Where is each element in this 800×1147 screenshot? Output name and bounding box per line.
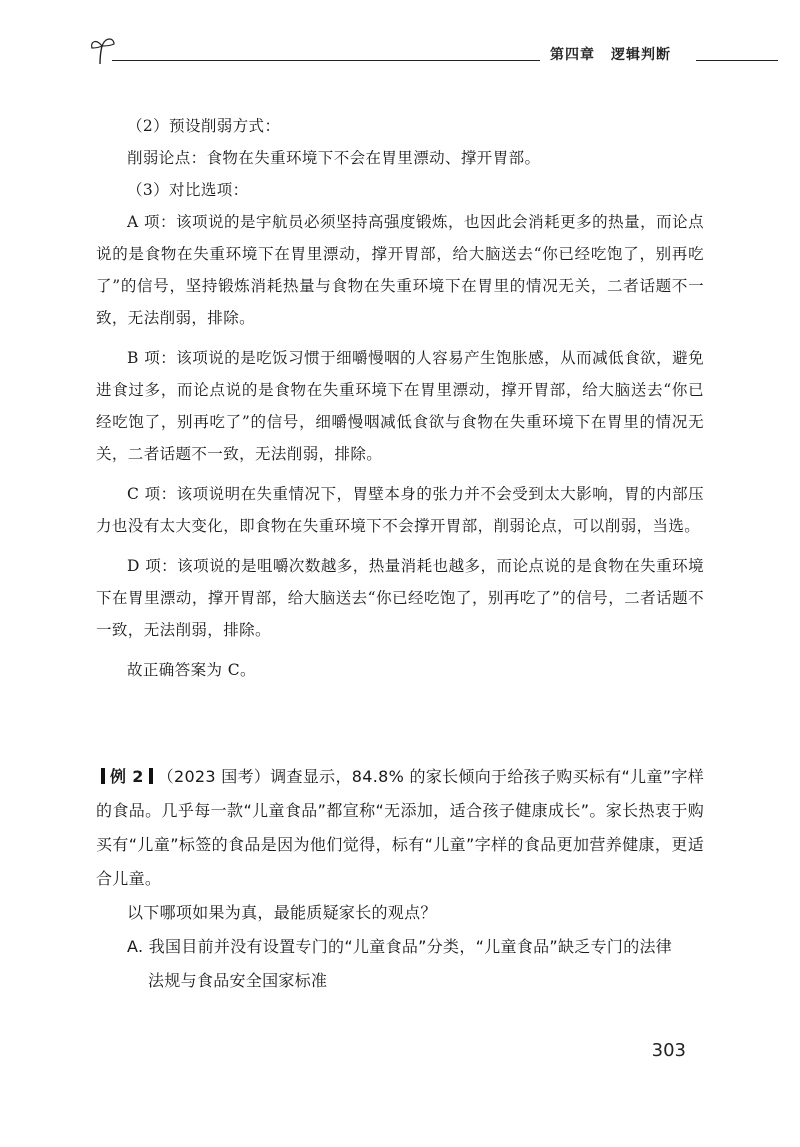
example-question — [96, 760, 704, 998]
example-stem — [96, 760, 704, 896]
chapter-number: 第四章 — [550, 47, 595, 63]
chapter-title: 逻辑判断 — [611, 47, 671, 63]
step-2-heading: （2）预设削弱方式： — [127, 117, 281, 135]
option-a-analysis: A 项：该项说的是宇航员必须坚持高强度锻炼，也因此会消耗更多的热量，而论点说的是食物在失重环境下在胃里漂动，撑开胃部，给大脑送去“你已经吃饱了，别再吃了”的信号，坚持锻炼消耗热量与食物在失重环境下在胃里的情况无关，二者话题不一致，无法削弱，排除。 — [96, 213, 704, 327]
option-b-analysis: B 项：该项说的是吃饭习惯于细嚼慢咽的人容易产生饱胀感，从而减低食欲，避免进食过多，而论点说的是食物在失重环境下在胃里漂动，撑开胃部，给大脑送去“你已经吃饱了，别再吃了”的信号，细嚼慢咽减低食欲与食物在失重环境下在胃里的情况无关，二者话题不一致，无法削弱，排除。 — [96, 349, 704, 463]
example-bar-right — [149, 768, 153, 784]
page-header — [88, 34, 778, 74]
example-bar-left — [101, 768, 105, 784]
sprout-icon — [88, 34, 118, 68]
option-a-line2: 法规与食品安全国家标准 — [148, 971, 328, 990]
example-stem-text: （2023 国考）调查显示，84.8% 的家长倾向于给孩子购买标有“儿童”字样的食品。几乎每一款“儿童食品”都宣称“无添加，适合孩子健康成长”。家长热衷于购买有“儿童”标签的食品是因为他们觉得，标有“儿童”字样的食品更加营养健康，更适合儿童。 — [96, 767, 704, 888]
example-label: 例 2 — [110, 767, 144, 786]
answer-analysis — [96, 110, 704, 686]
correct-answer: 故正确答案为 C。 — [127, 661, 256, 679]
option-a-line1: A. 我国目前并没有设置专门的“儿童食品”分类，“儿童食品”缺乏专门的法律 — [127, 937, 673, 956]
option-d-analysis: D 项：该项说的是咀嚼次数越多，热量消耗也越多，而论点说的是食物在失重环境下在胃里漂动，撑开胃部，给大脑送去“你已经吃饱了，别再吃了”的信号，二者话题不一致，无法削弱，排除。 — [96, 557, 704, 639]
option-c-analysis: C 项：该项说明在失重情况下，胃壁本身的张力并不会受到太大影响，胃的内部压力也没有太大变化，即食物在失重环境下不会撑开胃部，削弱论点，可以削弱，当选。 — [96, 485, 704, 535]
header-rule-left — [112, 60, 540, 61]
step-3-heading: （3）对比选项： — [127, 181, 249, 199]
example-question-text: 以下哪项如果为真，最能质疑家长的观点？ — [127, 903, 437, 922]
header-rule-right — [696, 60, 778, 61]
chapter-heading — [550, 44, 687, 64]
page-number: 303 — [651, 1040, 686, 1061]
weaken-argument: 削弱论点：食物在失重环境下不会在胃里漂动、撑开胃部。 — [127, 149, 541, 167]
